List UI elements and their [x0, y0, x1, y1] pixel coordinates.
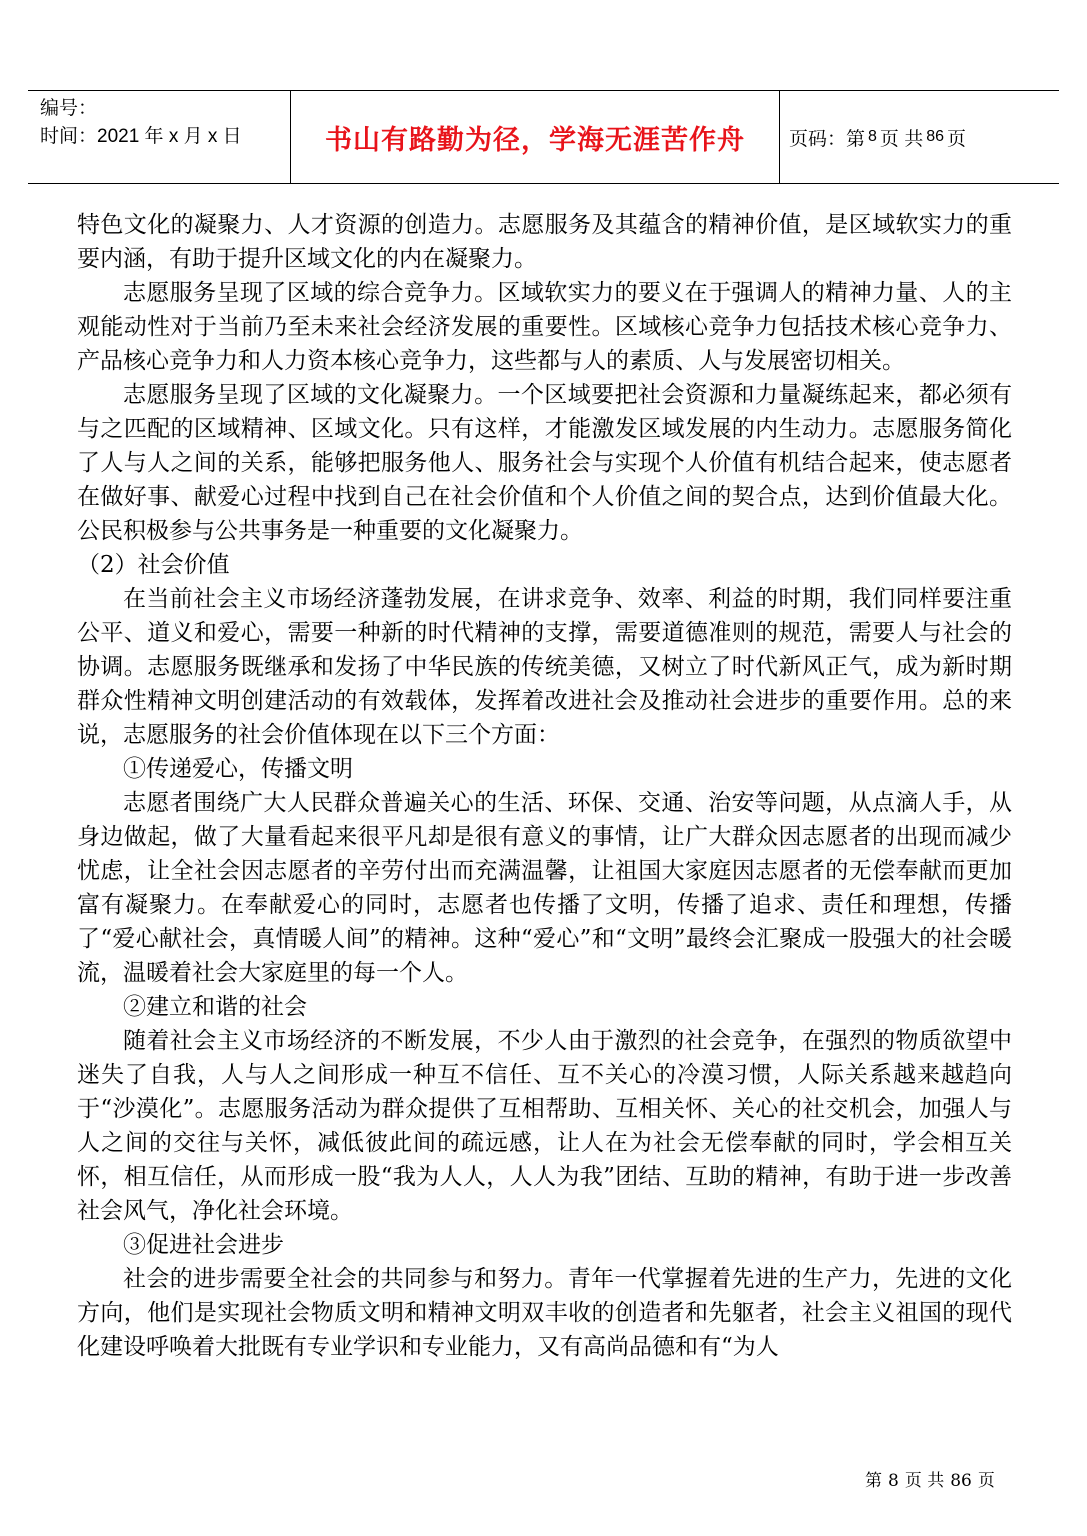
- section-heading: （2）社会价值: [77, 552, 230, 578]
- header-meta: [28, 91, 290, 183]
- footer-suffix: 页: [977, 1471, 995, 1491]
- footer-page-number: 8: [888, 1471, 899, 1491]
- paragraph: 随着社会主义市场经济的不断发展，不少人由于激烈的社会竞争，在强烈的物质欲望中迷失了自我，人与人之间形成一种互不信任、互不关心的冷漠习惯，人际关系越来越趋向于“沙漠化”。志愿服务活动为群众提供了互相帮助、互相关怀、关心的社交机会，加强人与人之间的交往与关怀，减低彼此间的疏远感，让人在为社会无偿奉献的同时，学会相互关怀，相互信任，从而形成一股“我为人人，人人为我”团结、互助的精神，有助于进一步改善社会风气，净化社会环境。: [77, 1028, 1012, 1224]
- time-label: 时间：2021 年 x 月 x 日: [40, 126, 242, 147]
- motto: 书山有路勤为径，学海无涯苦作舟: [325, 124, 745, 156]
- header-page-info: [779, 91, 1069, 183]
- paragraph: 志愿者围绕广大人民群众普遍关心的生活、环保、交通、治安等问题，从点滴人手，从身边做起，做了大量看起来很平凡却是很有意义的事情，让广大群众因志愿者的出现而减少忧虑，让全社会因志愿者的辛劳付出而充满温馨，让祖国大家庭因志愿者的无偿奉献而更加富有凝聚力。在奉献爱心的同时，志愿者也传播了文明，传播了追求、责任和理想，传播了“爱心献社会，真情暖人间”的精神。这种“爱心”和“文明”最终会汇聚成一股强大的社会暖流，温暖着社会大家庭里的每一个人。: [77, 790, 1012, 986]
- page-total: 86: [926, 128, 944, 145]
- subsection-heading: ①传递爱心，传播文明: [123, 756, 353, 782]
- paragraph: 特色文化的凝聚力、人才资源的创造力。志愿服务及其蕴含的精神价值，是区域软实力的重要内涵，有助于提升区域文化的内在凝聚力。: [77, 212, 1012, 272]
- header-motto-cell: [290, 91, 780, 183]
- footer-prefix: 第: [865, 1471, 882, 1491]
- paragraph: 志愿服务呈现了区域的综合竞争力。区域软实力的要义在于强调人的精神力量、人的主观能动性对于当前乃至未来社会经济发展的重要性。区域核心竞争力包括技术核心竞争力、产品核心竞争力和人力资本核心竞争力，这些都与人的素质、人与发展密切相关。: [77, 280, 1012, 374]
- serial-label: 编号：: [40, 98, 98, 119]
- subsection-heading: ②建立和谐的社会: [123, 994, 307, 1020]
- paragraph: 社会的进步需要全社会的共同参与和努力。青年一代掌握着先进的生产力，先进的文化方向，他们是实现社会物质文明和精神文明双丰收的创造者和先躯者，社会主义祖国的现代化建设呼唤着大批既有专业学识和专业能力，又有高尚品德和有“为人: [77, 1266, 1012, 1360]
- footer-total: 86: [950, 1471, 972, 1491]
- subsection-heading: ③促进社会进步: [123, 1232, 284, 1258]
- footer-mid: 页 共: [904, 1471, 945, 1491]
- page-footer: [862, 1466, 998, 1491]
- page-mid: 页 共: [879, 128, 924, 150]
- paragraph: 在当前社会主义市场经济蓬勃发展，在讲求竞争、效率、利益的时期，我们同样要注重公平、道义和爱心，需要一种新的时代精神的支撑，需要道德准则的规范，需要人与社会的协调。志愿服务既继承和发扬了中华民族的传统美德，又树立了时代新风正气，成为新时期群众性精神文明创建活动的有效载体，发挥着改进社会及推动社会进步的重要作用。总的来说，志愿服务的社会价值体现在以下三个方面：: [77, 586, 1012, 748]
- page-suffix: 页: [947, 128, 967, 150]
- paragraph: 志愿服务呈现了区域的文化凝聚力。一个区域要把社会资源和力量凝练起来，都必须有与之匹配的区域精神、区域文化。只有这样，才能激发区域发展的内生动力。志愿服务简化了人与人之间的关系，能够把服务他人、服务社会与实现个人价值有机结合起来，使志愿者在做好事、献爱心过程中找到自己在社会价值和个人价值之间的契合点，达到价值最大化。公民积极参与公共事务是一种重要的文化凝聚力。: [77, 382, 1012, 544]
- page-number: 8: [868, 128, 877, 145]
- page-header: [28, 90, 1059, 184]
- body-text: [77, 208, 1012, 1364]
- page-prefix: 页码：第: [789, 128, 866, 150]
